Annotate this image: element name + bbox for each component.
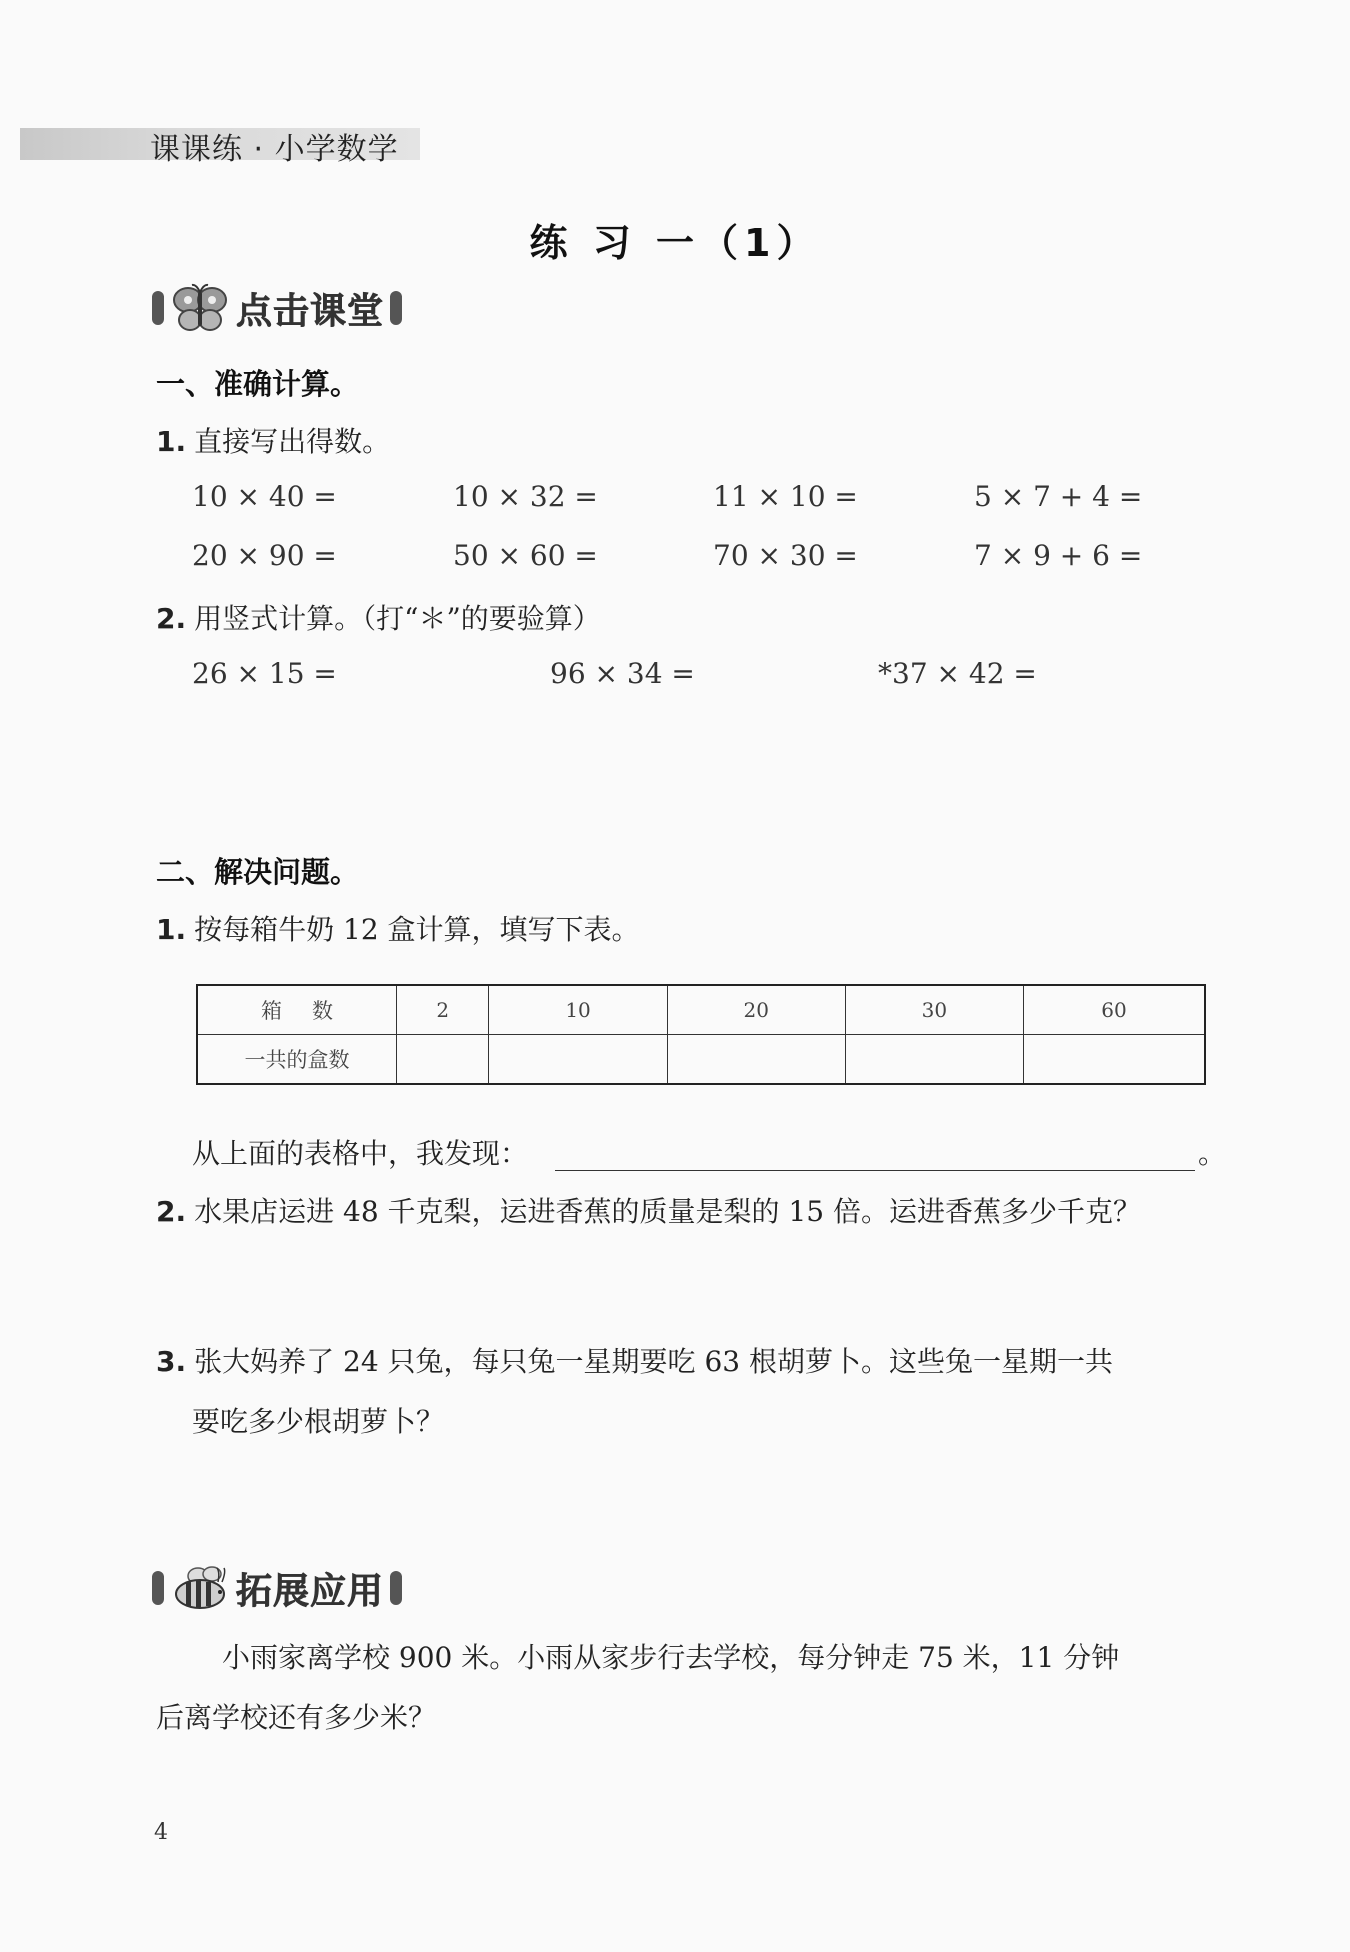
discover-prompt: 从上面的表格中，我发现： <box>192 1137 529 1170</box>
answer-cell[interactable] <box>845 1035 1023 1085</box>
part1-heading: 一、准确计算。 <box>156 367 360 401</box>
oral-expr: 10 × 32 = <box>453 480 598 513</box>
table-row <box>197 1035 1205 1085</box>
question-text: 张大妈养了 24 只兔，每只兔一星期要吃 63 根胡萝卜。这些兔一星期一共 <box>194 1345 1113 1378</box>
question-number: 2. <box>156 602 187 635</box>
part2-heading: 二、解决问题。 <box>156 855 360 889</box>
vertical-expr: *37 × 42 = <box>878 657 1037 690</box>
question-number: 1. <box>156 913 187 946</box>
table-cell-box-count: 30 <box>845 985 1023 1035</box>
extension-problem-line1: 小雨家离学校 900 米。小雨从家步行去学校，每分钟走 75 米，11 分钟 <box>222 1641 1120 1674</box>
question-text: 用竖式计算。（打“＊”的要验算） <box>194 602 601 635</box>
bee-icon <box>168 1562 232 1614</box>
section-badge-label: 点击课堂 <box>236 290 385 332</box>
badge-left-bracket <box>152 291 164 325</box>
row-label-boxes: 箱数 <box>197 985 397 1035</box>
part2-q3 <box>156 1340 1113 1380</box>
answer-cell[interactable] <box>667 1035 845 1085</box>
oral-expr: 5 × 7 + 4 = <box>974 480 1143 513</box>
question-number: 2. <box>156 1195 187 1228</box>
butterfly-icon <box>168 282 232 334</box>
badge-right-bracket <box>390 1571 402 1605</box>
vertical-expr: 96 × 34 = <box>550 657 695 690</box>
question-text: 直接写出得数。 <box>194 425 391 458</box>
table-row <box>197 985 1205 1035</box>
answer-cell[interactable] <box>489 1035 667 1085</box>
extension-problem-line2: 后离学校还有多少米？ <box>156 1701 437 1734</box>
table-cell-box-count: 2 <box>397 985 489 1035</box>
part2-q1 <box>156 908 640 948</box>
part1-q1 <box>156 420 390 460</box>
section-badge-classroom <box>152 286 402 330</box>
section-badge-label: 拓展应用 <box>236 1570 385 1612</box>
part1-q2 <box>156 597 601 637</box>
oral-expr: 10 × 40 = <box>192 480 337 513</box>
oral-expr: 70 × 30 = <box>713 539 858 572</box>
answer-cell[interactable] <box>397 1035 489 1085</box>
discover-answer-line[interactable] <box>555 1170 1195 1171</box>
milk-box-table <box>196 984 1206 1085</box>
part2-q2 <box>156 1190 1141 1230</box>
vertical-expr: 26 × 15 = <box>192 657 337 690</box>
table-cell-box-count: 10 <box>489 985 667 1035</box>
table-cell-box-count: 20 <box>667 985 845 1035</box>
question-text: 水果店运进 48 千克梨，运进香蕉的质量是梨的 15 倍。运进香蕉多少千克？ <box>194 1195 1141 1228</box>
book-header: 课课练 · 小学数学 <box>150 132 399 167</box>
oral-expr: 20 × 90 = <box>192 539 337 572</box>
page-title: 练 习 一（1） <box>529 221 821 265</box>
badge-right-bracket <box>390 291 402 325</box>
answer-cell[interactable] <box>1023 1035 1205 1085</box>
question-number: 3. <box>156 1345 187 1378</box>
badge-left-bracket <box>152 1571 164 1605</box>
question-text: 按每箱牛奶 12 盒计算，填写下表。 <box>194 913 640 946</box>
discover-end-mark: 。 <box>1198 1137 1227 1170</box>
question-number: 1. <box>156 425 187 458</box>
oral-expr: 50 × 60 = <box>453 539 598 572</box>
page-number: 4 <box>154 1820 168 1845</box>
row-label-total: 一共的盒数 <box>197 1035 397 1085</box>
table-cell-box-count: 60 <box>1023 985 1205 1035</box>
oral-expr: 11 × 10 = <box>713 480 858 513</box>
section-badge-extension <box>152 1566 402 1610</box>
oral-expr: 7 × 9 + 6 = <box>974 539 1143 572</box>
part2-q3-continued: 要吃多少根胡萝卜？ <box>192 1405 445 1438</box>
